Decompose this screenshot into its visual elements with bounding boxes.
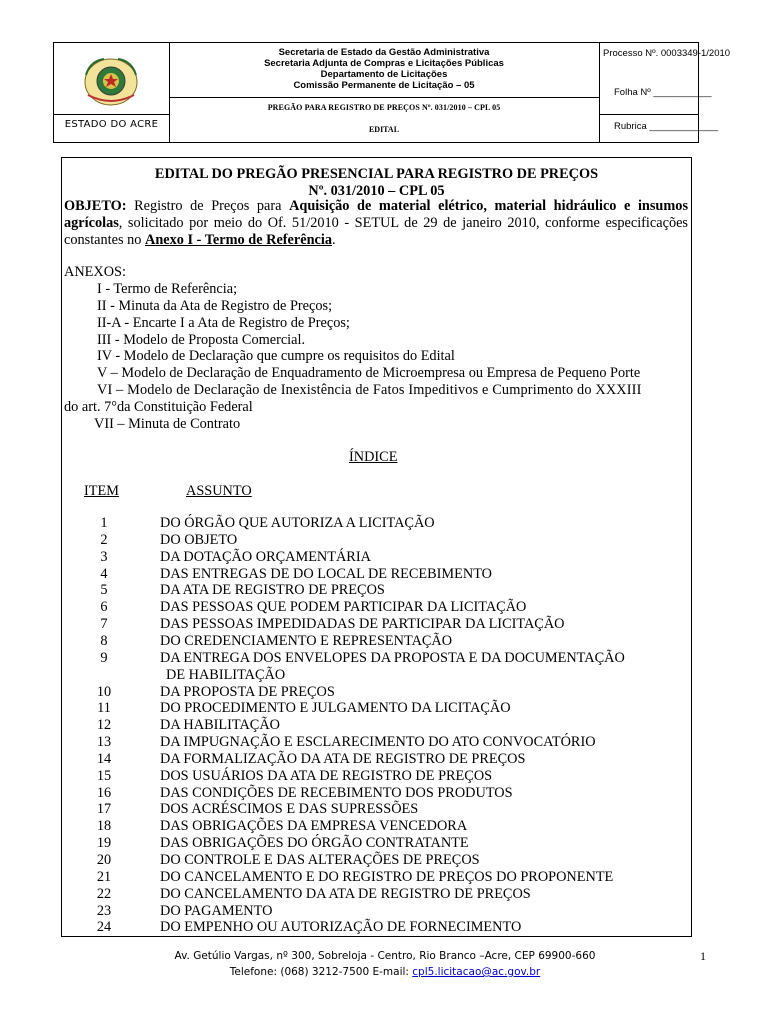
index-item-number: 1	[100, 515, 108, 531]
header-line: Secretaria de Estado da Gestão Administrativa	[278, 47, 490, 58]
header-org-lines	[169, 47, 599, 91]
index-item-subject: DO OBJETO	[160, 531, 238, 548]
objeto-label: OBJETO:	[64, 198, 127, 214]
emblem-cell	[54, 43, 170, 142]
index-item-number: 8	[100, 632, 108, 649]
index-item-subject: DAS ENTREGAS DE DO LOCAL DE RECEBIMENTO	[160, 565, 492, 582]
edital-label: EDITAL	[368, 125, 400, 134]
anexo-item: V – Modelo de Declaração de Enquadramento de Microempresa ou Empresa de Pequeno Porte	[97, 365, 641, 381]
index-item-subject: DO EMPENHO OU AUTORIZAÇÃO DE FORNECIMENTO	[160, 919, 522, 936]
index-item-number: 4	[100, 565, 108, 582]
divider	[600, 114, 698, 115]
index-item-subject: DO CONTROLE E DAS ALTERAÇÕES DE PREÇOS	[160, 852, 480, 868]
anexos-heading: ANEXOS:	[64, 264, 126, 280]
index-item-subject: DA ENTREGA DOS ENVELOPES DA PROPOSTA E DA DOCUMENTAÇÃO	[160, 649, 625, 666]
indice-heading: ÍNDICE	[349, 449, 398, 465]
footer-phone: Telefone: (068) 3212-7500 E-mail:	[229, 966, 413, 978]
anexo-item: VI – Modelo de Declaração de Inexistência de Fatos Impeditivos e Cumprimento do XXXIII	[97, 382, 642, 398]
anexo-item: VII – Minuta de Contrato	[94, 416, 241, 432]
index-item-number: 14	[96, 750, 112, 767]
anexo-item: IV - Modelo de Declaração que cumpre os requisitos do Edital	[97, 348, 455, 364]
objeto-end: .	[332, 232, 336, 248]
index-item-subject: DAS OBRIGAÇÕES DO ÓRGÃO CONTRATANTE	[160, 835, 469, 852]
index-item-number: 7	[100, 616, 108, 633]
anexo-item: II-A - Encarte I a Ata de Registro de Preços;	[97, 315, 350, 331]
index-item-subject: DO PROCEDIMENTO E JULGAMENTO DA LICITAÇÃO	[160, 700, 511, 717]
anexo-item: III - Modelo de Proposta Comercial.	[97, 332, 306, 348]
index-item-subject: DO CANCELAMENTO DA ATA DE REGISTRO DE PREÇOS	[160, 885, 531, 902]
anexo-reference: Anexo I - Termo de Referência	[145, 232, 333, 248]
index-item-number: 12	[96, 717, 112, 734]
index-item-subject: DA ATA DE REGISTRO DE PREÇOS	[160, 582, 385, 599]
index-item-number: 11	[97, 700, 111, 717]
objeto-subject: Aquisição de material elétrico, material hidráulico e insumos agrícolas	[64, 198, 689, 231]
index-item-subject: DOS USUÁRIOS DA ATA DE REGISTRO DE PREÇOS	[160, 767, 493, 784]
index-item-number: 22	[96, 885, 112, 902]
column-header-item: ITEM	[84, 483, 119, 499]
index-item-subject: DO CANCELAMENTO E DO REGISTRO DE PREÇOS DO PROPONENTE	[160, 868, 614, 885]
index-item-number: 9	[100, 649, 108, 666]
folha-field: Folha Nº ___________	[614, 87, 712, 98]
index-item-number: 19	[96, 835, 112, 852]
header-line: Secretaria Adjunta de Compras e Licitações Públicas	[264, 58, 504, 69]
index-item-number: 10	[96, 683, 112, 700]
pregao-number: PREGÃO PARA REGISTRO DE PREÇOS Nº. 031/2010 – CPL 05	[267, 103, 501, 112]
anexo-item: I - Termo de Referência;	[97, 281, 238, 297]
divider	[169, 97, 599, 98]
index-item-subject: DO CREDENCIAMENTO E REPRESENTAÇÃO	[160, 632, 453, 649]
header-line: Departamento de Licitações	[320, 69, 448, 80]
index-item-subject: DOS ACRÉSCIMOS E DAS SUPRESSÕES	[160, 801, 419, 818]
index-item-subject: DAS OBRIGAÇÕES DA EMPRESA VENCEDORA	[160, 818, 468, 835]
header-line: Comissão Permanente de Licitação – 05	[293, 80, 475, 91]
index-item-number: 18	[96, 818, 112, 835]
index-item-number: 6	[100, 599, 108, 616]
processo-number: Processo Nº. 0003349-1/2010	[603, 48, 731, 59]
anexo-item: do art. 7°da Constituição Federal	[64, 399, 253, 415]
index-item-number: 15	[96, 767, 112, 784]
index-item-number: 16	[96, 784, 112, 801]
index-item-subject: DA PROPOSTA DE PREÇOS	[160, 683, 335, 700]
index-item-subject: DA DOTAÇÃO ORÇAMENTÁRIA	[160, 548, 371, 565]
index-item-subject: DAS CONDIÇÕES DE RECEBIMENTO DOS PRODUTOS	[160, 784, 513, 801]
footer-email-link[interactable]: cpl5.licitacao@ac.gov.br	[412, 966, 541, 978]
index-item-number: 2	[100, 531, 108, 548]
objeto-text: , solicitado por meio do Of. 51/2010 - SETUL de 29 de janeiro 2010, conforme especificações constantes no	[64, 215, 688, 248]
index-item-subject: DO PAGAMENTO	[160, 902, 273, 919]
index-item-number: 24	[96, 919, 112, 936]
index-item-number: 21	[96, 868, 112, 885]
index-item-subject: DAS PESSOAS IMPEDIDADAS DE PARTICIPAR DA LICITAÇÃO	[160, 616, 565, 633]
index-item-subject: DA FORMALIZAÇÃO DA ATA DE REGISTRO DE PREÇOS	[160, 750, 526, 767]
rubrica-field: Rubrica _____________	[614, 121, 719, 132]
document-body	[61, 157, 692, 937]
divider	[54, 114, 169, 115]
page-number: 1	[700, 949, 706, 963]
index-item-number: 5	[100, 582, 108, 599]
index-item-number: 3	[100, 548, 108, 565]
process-cell	[600, 43, 731, 142]
document-header	[53, 42, 731, 143]
index-item-subject-cont: DE HABILITAÇÃO	[166, 666, 286, 683]
index-item-subject: DAS PESSOAS QUE PODEM PARTICIPAR DA LICITAÇÃO	[160, 599, 527, 616]
index-item-number: 20	[96, 852, 112, 868]
index-item-subject: DA IMPUGNAÇÃO E ESCLARECIMENTO DO ATO CONVOCATÓRIO	[160, 734, 596, 751]
acre-coat-of-arms-icon	[82, 55, 140, 107]
index-item-number: 13	[96, 734, 112, 751]
footer-contact	[0, 966, 770, 978]
objeto-paragraph	[64, 198, 688, 249]
document-subtitle: Nº. 031/2010 – CPL 05	[308, 183, 445, 199]
document-title: EDITAL DO PREGÃO PRESENCIAL PARA REGISTRO DE PREÇOS	[154, 166, 599, 182]
objeto-text: Registro de Preços para	[126, 198, 290, 214]
index-item-subject: DA HABILITAÇÃO	[160, 717, 280, 734]
index-item-number: 23	[96, 902, 112, 919]
column-header-assunto: ASSUNTO	[186, 483, 252, 499]
index-item-number: 17	[96, 801, 112, 818]
anexo-item: II - Minuta da Ata de Registro de Preços;	[97, 298, 333, 314]
header-center-cell	[169, 43, 600, 142]
estado-label: ESTADO DO ACRE	[64, 119, 159, 130]
footer-address: Av. Getúlio Vargas, nº 300, Sobreloja - Centro, Rio Branco –Acre, CEP 69900-660	[174, 950, 596, 962]
index-item-subject: DO ÓRGÃO QUE AUTORIZA A LICITAÇÃO	[160, 515, 435, 531]
